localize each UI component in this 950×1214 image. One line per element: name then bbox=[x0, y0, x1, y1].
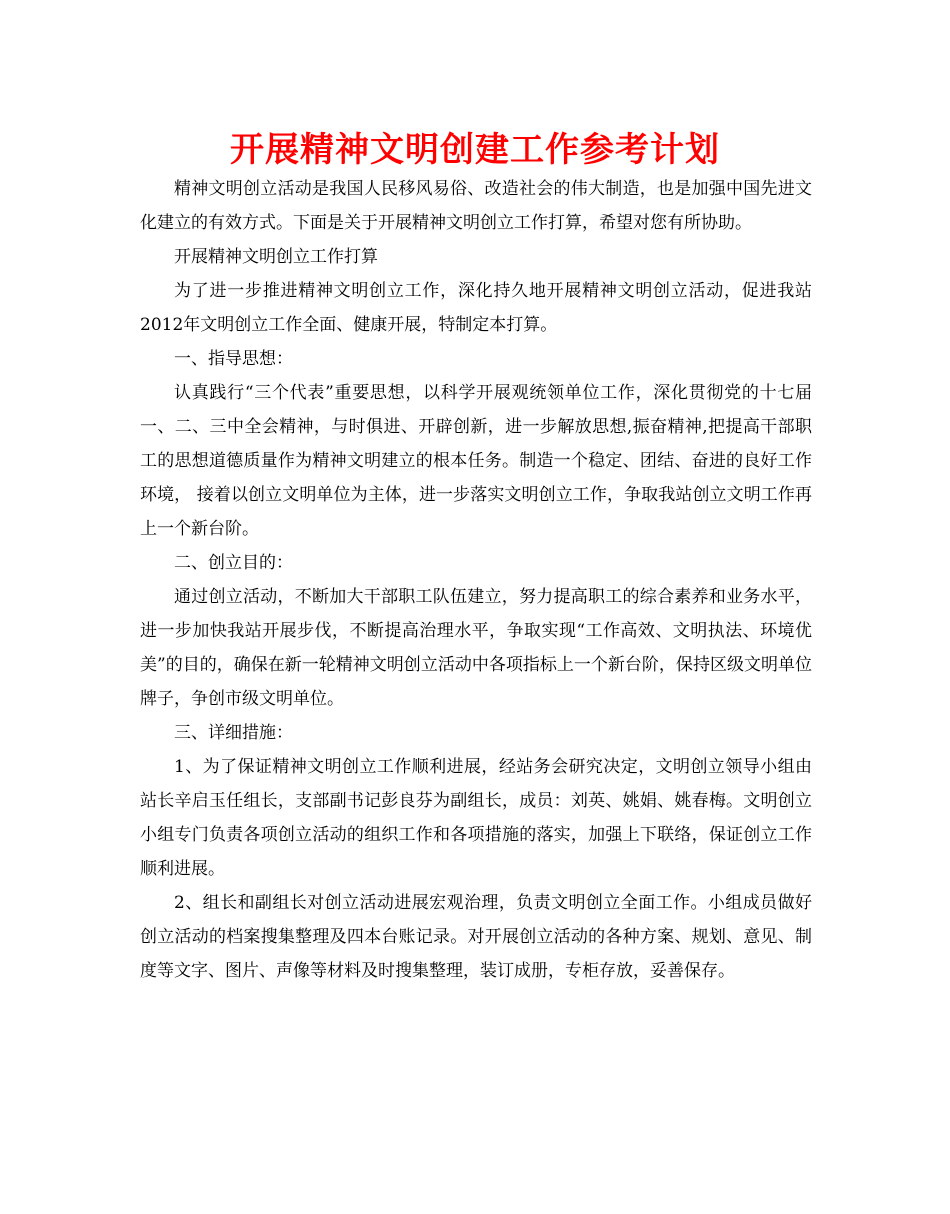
paragraph-purpose: 为了进一步推进精神文明创立工作，深化持久地开展精神文明创立活动，促进我站2012年文明创立工作全面、健康开展，特制定本打算。 bbox=[140, 281, 812, 335]
paragraph-measure-2: 2、组长和副组长对创立活动进展宏观治理，负责文明创立全面工作。小组成员做好创立活动的档案搜集整理及四本台账记录。对开展创立活动的各种方案、规划、意见、制度等文字、图片、声像等材料及时搜集整理，装订成册，专柜存放，妥善保存。 bbox=[140, 893, 812, 981]
section-heading-guiding-ideology: 一、指导思想： bbox=[174, 349, 293, 369]
section-heading-measures: 三、详细措施： bbox=[174, 723, 293, 743]
section-heading-goals: 二、创立目的： bbox=[174, 553, 293, 573]
paragraph-guiding-ideology: 认真践行“三个代表”重要思想，以科学开展观统领单位工作，深化贯彻党的十七届一、二、三中全会精神，与时俱进、开辟创新，进一步解放思想,振奋精神,把提高干部职工的思想道德质量作为精神文明建立的根本任务。制造一个稳定、团结、奋进的良好工作环境， 接着以创立文明单位为主体，进一步落实文明创立工作，争取我站创立文明工作再上一个新台阶。 bbox=[140, 383, 812, 539]
paragraph-goals: 通过创立活动，不断加大干部职工队伍建立，努力提高职工的综合素养和业务水平，进一步加快我站开展步伐，不断提高治理水平，争取实现“工作高效、文明执法、环境优美”的目的，确保在新一轮精神文明创立活动中各项指标上一个新台阶，保持区级文明单位牌子，争创市级文明单位。 bbox=[140, 587, 812, 709]
document-title: 开展精神文明创建工作参考计划 bbox=[230, 130, 720, 170]
paragraph-intro: 精神文明创立活动是我国人民移风易俗、改造社会的伟大制造，也是加强中国先进文化建立的有效方式。下面是关于开展精神文明创立工作打算，希望对您有所协助。 bbox=[140, 179, 812, 233]
paragraph-measure-1: 1、为了保证精神文明创立工作顺利进展，经站务会研究决定，文明创立领导小组由站长辛启玉任组长，支部副书记彭良芬为副组长，成员：刘英、姚娟、姚春梅。文明创立小组专门负责各项创立活动的组织工作和各项措施的落实，加强上下联络，保证创立工作顺利进展。 bbox=[140, 757, 812, 879]
paragraph-subtitle: 开展精神文明创立工作打算 bbox=[174, 247, 378, 267]
document-body bbox=[140, 172, 812, 988]
